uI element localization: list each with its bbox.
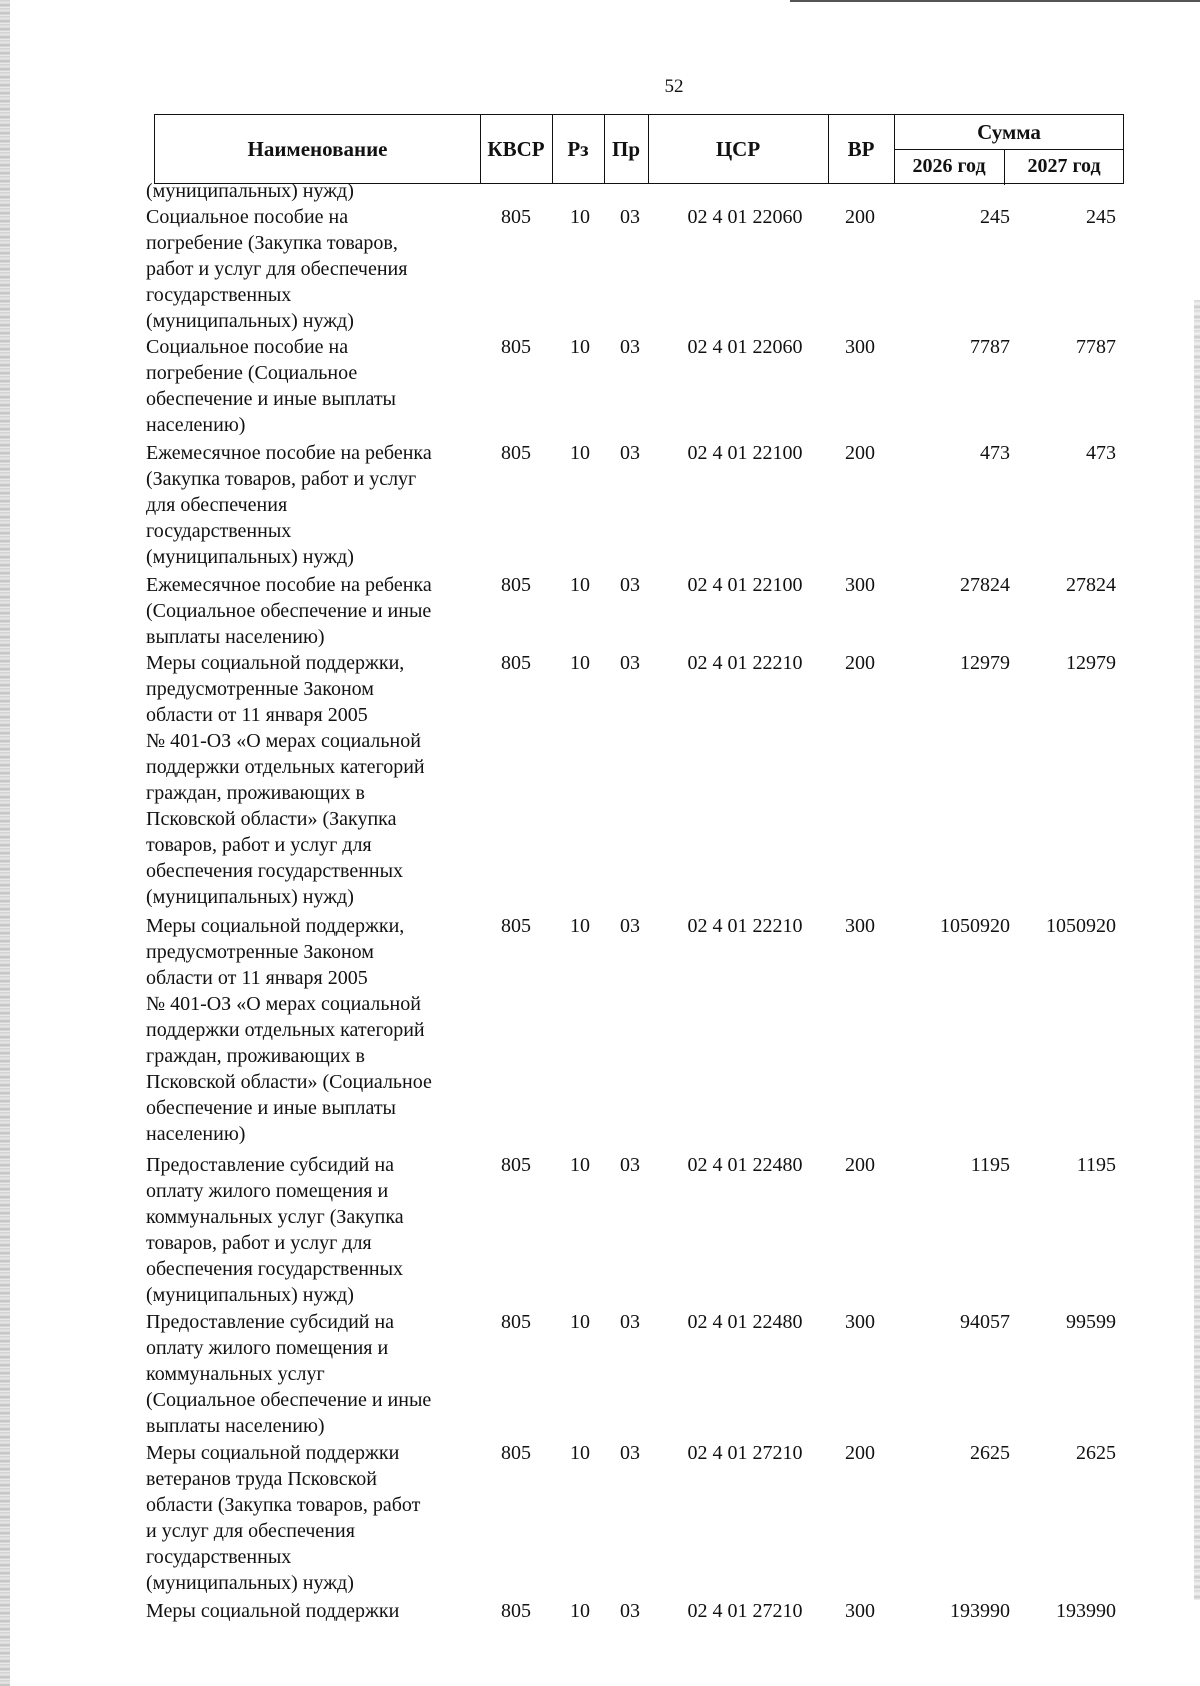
- header-year-2027: 2027 год: [1027, 154, 1101, 177]
- row-sum-2027: 193990: [1056, 1600, 1116, 1622]
- row-csr: 02 4 01 22480: [687, 1154, 803, 1176]
- row-sum-2026: 1050920: [940, 915, 1010, 937]
- row-vr: 200: [845, 206, 875, 228]
- row-vr: 300: [845, 574, 875, 596]
- row-kvsr: 805: [501, 336, 531, 358]
- row-pr: 03: [620, 1154, 640, 1176]
- row-name: Меры социальной поддержки, предусмотренные Законом области от 11 января 2005 № 401-ОЗ «О мерах социальной поддержки отдельных категорий граждан, проживающих в Псковской области» (Закупка товаров, работ и услуг для обеспечения государственных (муниципальных) нужд): [146, 652, 425, 908]
- row-pr: 03: [620, 1442, 640, 1464]
- row-vr: 200: [845, 442, 875, 464]
- row-pr: 03: [620, 1600, 640, 1622]
- row-sum-2027: 99599: [1066, 1311, 1116, 1333]
- row-sum-2027: 12979: [1066, 652, 1116, 674]
- row-kvsr: 805: [501, 652, 531, 674]
- row-sum-2026: 12979: [960, 652, 1010, 674]
- row-rz: 10: [570, 1442, 590, 1464]
- row-name: Меры социальной поддержки, предусмотренные Законом области от 11 января 2005 № 401-ОЗ «О мерах социальной поддержки отдельных категорий граждан, проживающих в Псковской области» (Социальное обеспечение и иные выплаты населению): [146, 915, 432, 1145]
- row-kvsr: 805: [501, 1154, 531, 1176]
- row-csr: 02 4 01 22060: [687, 336, 803, 358]
- page-number: 52: [664, 76, 684, 97]
- row-vr: 300: [845, 1311, 875, 1333]
- row-vr: 300: [845, 1600, 875, 1622]
- row-csr: 02 4 01 27210: [687, 1442, 803, 1464]
- row-kvsr: 805: [501, 574, 531, 596]
- row-sum-2026: 27824: [960, 574, 1010, 596]
- header-csr: ЦСР: [715, 136, 761, 161]
- row-csr: 02 4 01 22060: [687, 206, 803, 228]
- row-sum-2027: 245: [1086, 206, 1116, 228]
- row-csr: 02 4 01 27210: [687, 1600, 803, 1622]
- row-name: Ежемесячное пособие на ребенка (Социальное обеспечение и иные выплаты населению): [146, 574, 432, 648]
- row-name: Социальное пособие на погребение (Закупка товаров, работ и услуг для обеспечения государственных (муниципальных) нужд): [146, 206, 408, 332]
- row-kvsr: 805: [501, 1600, 531, 1622]
- row-csr: 02 4 01 22100: [687, 574, 803, 596]
- row-sum-2026: 1195: [970, 1154, 1010, 1176]
- row-sum-2027: 1050920: [1046, 915, 1116, 937]
- row-rz: 10: [570, 652, 590, 674]
- row-pr: 03: [620, 915, 640, 937]
- row-csr: 02 4 01 22100: [687, 442, 803, 464]
- row-rz: 10: [570, 1311, 590, 1333]
- row-name: Предоставление субсидий на оплату жилого помещения и коммунальных услуг (Социальное обеспечение и иные выплаты населению): [146, 1311, 432, 1437]
- row-sum-2026: 245: [980, 206, 1010, 228]
- header-kvsr: КВСР: [487, 136, 545, 161]
- row-sum-2027: 1195: [1076, 1154, 1116, 1176]
- header-name: Наименование: [247, 136, 388, 161]
- row-rz: 10: [570, 1154, 590, 1176]
- row-rz: 10: [570, 574, 590, 596]
- row-pr: 03: [620, 652, 640, 674]
- row-name: Меры социальной поддержки: [146, 1600, 400, 1622]
- header-rz: Рз: [567, 136, 589, 161]
- row-sum-2026: 94057: [960, 1311, 1010, 1333]
- carryover-text: (муниципальных) нужд): [146, 180, 354, 202]
- header-sum: Сумма: [977, 119, 1041, 144]
- row-csr: 02 4 01 22210: [687, 915, 803, 937]
- row-rz: 10: [570, 206, 590, 228]
- row-kvsr: 805: [501, 442, 531, 464]
- row-sum-2026: 7787: [970, 336, 1010, 358]
- row-sum-2026: 473: [980, 442, 1010, 464]
- row-pr: 03: [620, 206, 640, 228]
- row-vr: 300: [845, 336, 875, 358]
- row-name: Меры социальной поддержки ветеранов труда Псковской области (Закупка товаров, работ и услуг для обеспечения государственных (муниципальных) нужд): [146, 1442, 421, 1594]
- row-sum-2027: 27824: [1066, 574, 1116, 596]
- row-name: Предоставление субсидий на оплату жилого помещения и коммунальных услуг (Закупка товаров, работ и услуг для обеспечения государственных (муниципальных) нужд): [146, 1154, 404, 1306]
- row-pr: 03: [620, 442, 640, 464]
- header-vr: ВР: [847, 136, 875, 161]
- row-pr: 03: [620, 1311, 640, 1333]
- row-sum-2027: 2625: [1076, 1442, 1116, 1464]
- row-sum-2026: 193990: [950, 1600, 1010, 1622]
- row-rz: 10: [570, 442, 590, 464]
- row-pr: 03: [620, 336, 640, 358]
- row-vr: 200: [845, 652, 875, 674]
- row-pr: 03: [620, 574, 640, 596]
- row-csr: 02 4 01 22480: [687, 1311, 803, 1333]
- row-name: Социальное пособие на погребение (Социальное обеспечение и иные выплаты населению): [146, 336, 396, 436]
- row-vr: 200: [845, 1442, 875, 1464]
- row-sum-2027: 7787: [1076, 336, 1116, 358]
- row-sum-2026: 2625: [970, 1442, 1010, 1464]
- row-vr: 200: [845, 1154, 875, 1176]
- row-kvsr: 805: [501, 1442, 531, 1464]
- row-name: Ежемесячное пособие на ребенка (Закупка товаров, работ и услуг для обеспечения государственных (муниципальных) нужд): [146, 442, 432, 568]
- header-year-2026: 2026 год: [912, 154, 986, 177]
- row-kvsr: 805: [501, 915, 531, 937]
- row-csr: 02 4 01 22210: [687, 652, 803, 674]
- header-pr: Пр: [611, 136, 640, 161]
- row-rz: 10: [570, 1600, 590, 1622]
- row-kvsr: 805: [501, 1311, 531, 1333]
- row-rz: 10: [570, 915, 590, 937]
- row-sum-2027: 473: [1086, 442, 1116, 464]
- row-rz: 10: [570, 336, 590, 358]
- row-kvsr: 805: [501, 206, 531, 228]
- row-vr: 300: [845, 915, 875, 937]
